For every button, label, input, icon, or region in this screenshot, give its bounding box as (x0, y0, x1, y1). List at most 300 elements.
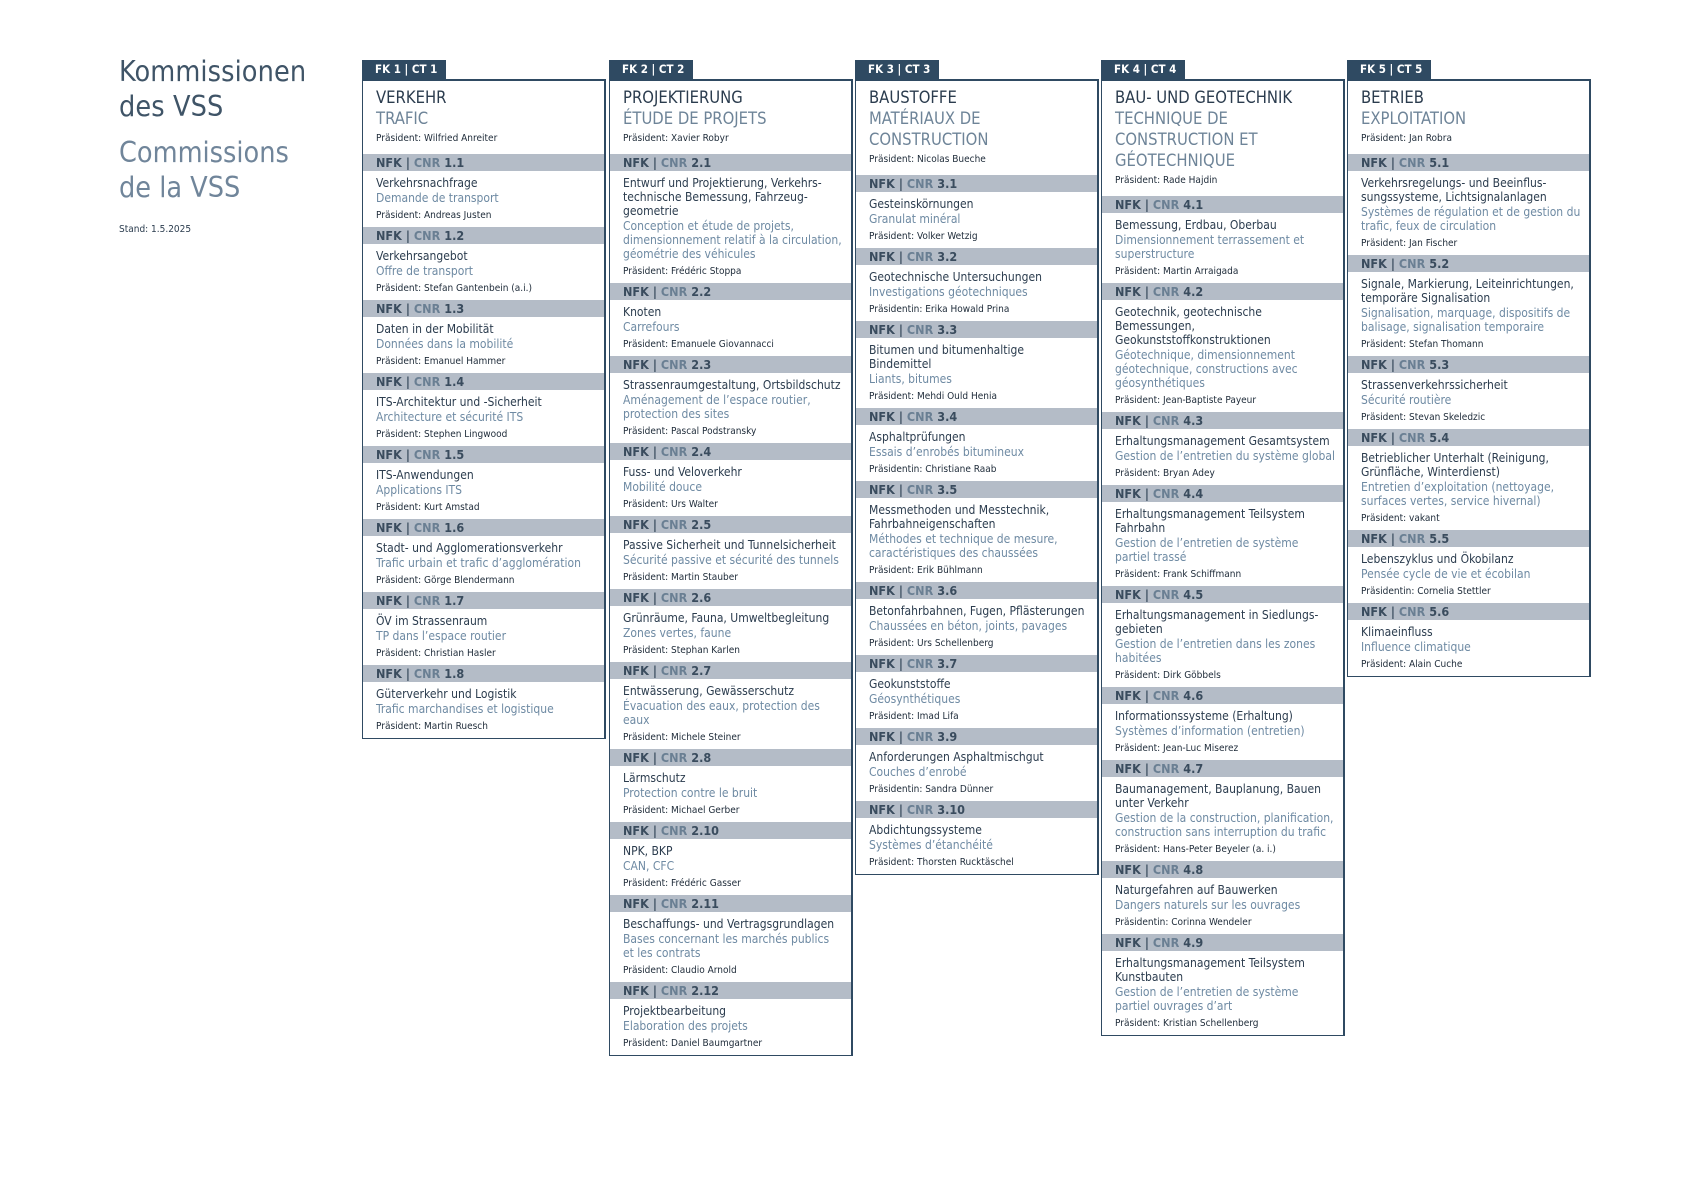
commission-president: Präsident: Bryan Adey (1115, 468, 1215, 479)
commission-name-fr: Gestion de l’entretien du système global (1115, 449, 1335, 463)
commission-name-de: Signale, Markierung, Leiteinrichtungen, temporäre Signalisation (1361, 277, 1574, 305)
commission-president: Präsident: Görge Blendermann (376, 575, 515, 586)
commission-name-de: Baumanagement, Bauplanung, Bauen unter Verkehr (1115, 782, 1321, 810)
column-title-de: VERKEHR (376, 88, 447, 107)
commission-name-fr: Demande de transport (376, 191, 499, 205)
page-title (119, 54, 339, 235)
commission-number: 1.3 (444, 301, 465, 316)
column-box (362, 79, 606, 739)
commission-president: Präsident: Frank Schiffmann (1115, 569, 1242, 580)
commission-number: 2.8 (691, 750, 712, 765)
column-president: Präsident: Rade Hajdin (1115, 175, 1218, 186)
cnr-label: CNR (906, 176, 934, 191)
commission-number: 2.7 (691, 663, 712, 678)
commission-name-de: Strassenraumgestaltung, Ortsbildschutz (623, 378, 841, 392)
cnr-label: CNR (660, 517, 688, 532)
nfk-bar (363, 446, 604, 463)
cnr-label: CNR (906, 409, 934, 424)
commission-item (610, 999, 851, 1055)
commission-name-fr: Systèmes d’étanchéité (869, 838, 993, 852)
cnr-label: CNR (660, 357, 688, 372)
nfk-separator: | (1144, 486, 1149, 501)
column-title-de: PROJEKTIERUNG (623, 88, 743, 107)
cnr-label: CNR (906, 482, 934, 497)
commission-name-de: Passive Sicherheit und Tunnelsicherheit (623, 538, 836, 552)
nfk-separator: | (898, 729, 903, 744)
commission-president: Präsident: Stevan Skeledzic (1361, 412, 1486, 423)
commission-item (1348, 373, 1589, 429)
commission-name-fr: TP dans l’espace routier (376, 629, 507, 643)
nfk-separator: | (1390, 357, 1395, 372)
commission-number: 5.1 (1429, 155, 1450, 170)
commission-item (363, 609, 604, 665)
commission-item (610, 533, 851, 589)
nfk-bar (1348, 530, 1589, 547)
nfk-bar (856, 408, 1097, 425)
commission-item (856, 192, 1097, 248)
column-president: Präsident: Xavier Robyr (623, 133, 729, 144)
nfk-separator: | (898, 802, 903, 817)
commission-name-de: Betrieblicher Unterhalt (Reinigung, Grünfläche, Winterdienst) (1361, 451, 1549, 479)
commission-name-de: Fuss- und Veloverkehr (623, 465, 742, 479)
commission-name-fr: Géotechnique, dimensionnement géotechnique, constructions avec géosynthétiques (1115, 348, 1298, 390)
cnr-label: CNR (413, 228, 441, 243)
commission-column (609, 58, 853, 1056)
nfk-label: NFK (869, 729, 895, 744)
cnr-label: CNR (1398, 256, 1426, 271)
commission-item (610, 606, 851, 662)
commission-number: 4.4 (1183, 486, 1204, 501)
nfk-bar (1102, 760, 1343, 777)
column-header (1348, 81, 1589, 154)
commission-item (1102, 429, 1343, 485)
nfk-separator: | (1390, 155, 1395, 170)
commission-name-fr: Zones vertes, faune (623, 626, 732, 640)
commission-president: Präsident: Jan Fischer (1361, 238, 1458, 249)
nfk-separator: | (405, 593, 410, 608)
nfk-label: NFK (1115, 862, 1141, 877)
commission-number: 4.3 (1183, 413, 1204, 428)
commission-name-fr: Dangers naturels sur les ouvrages (1115, 898, 1301, 912)
commission-president: Präsident: Claudio Arnold (623, 965, 737, 976)
commission-number: 4.6 (1183, 688, 1204, 703)
commission-name-fr: Évacuation des eaux, protection des eaux (623, 699, 820, 727)
cnr-label: CNR (413, 374, 441, 389)
commission-name-fr: Gestion de l’entretien dans les zones habitées (1115, 637, 1316, 665)
column-header (363, 81, 604, 154)
title-fr: Commissions de la VSS (119, 136, 289, 204)
commission-name-de: Geotechnische Untersuchungen (869, 270, 1042, 284)
commission-president: Präsident: Thorsten Rucktäschel (869, 857, 1014, 868)
commission-name-fr: Gestion de la construction, planification, construction sans interruption du trafic (1115, 811, 1334, 839)
commission-name-fr: Couches d’enrobé (869, 765, 967, 779)
commission-item (1348, 620, 1589, 676)
commission-name-de: Betonfahrbahnen, Fugen, Pflästerungen (869, 604, 1085, 618)
commission-name-fr: Granulat minéral (869, 212, 961, 226)
nfk-separator: | (1144, 284, 1149, 299)
nfk-bar (1102, 586, 1343, 603)
commission-name-de: Informationssysteme (Erhaltung) (1115, 709, 1293, 723)
commission-number: 4.5 (1183, 587, 1204, 602)
commission-column (1101, 58, 1345, 1036)
nfk-label: NFK (869, 802, 895, 817)
commission-item (363, 317, 604, 373)
fk-tag: FK 1 | CT 1 (362, 60, 446, 79)
nfk-bar (1348, 255, 1589, 272)
commission-president: Präsident: Imad Lifa (869, 711, 959, 722)
commission-item (856, 338, 1097, 408)
nfk-separator: | (405, 520, 410, 535)
commission-president: Präsident: Kurt Amstad (376, 502, 480, 513)
column-header (1102, 81, 1343, 196)
cnr-label: CNR (906, 583, 934, 598)
column-box (1347, 79, 1591, 677)
commission-name-de: Stadt- und Agglomerationsverkehr (376, 541, 563, 555)
nfk-label: NFK (376, 593, 402, 608)
commission-number: 2.3 (691, 357, 712, 372)
column-president: Präsident: Nicolas Bueche (869, 154, 986, 165)
nfk-separator: | (1390, 256, 1395, 271)
commission-item (1102, 300, 1343, 412)
column-box (609, 79, 853, 1056)
commission-president: Präsidentin: Cornelia Stettler (1361, 586, 1491, 597)
nfk-bar (1102, 412, 1343, 429)
commission-number: 1.6 (444, 520, 465, 535)
cnr-label: CNR (413, 520, 441, 535)
commission-number: 2.5 (691, 517, 712, 532)
cnr-label: CNR (906, 802, 934, 817)
commission-name-de: Daten in der Mobilität (376, 322, 494, 336)
nfk-bar (363, 592, 604, 609)
nfk-label: NFK (1361, 531, 1387, 546)
commission-president: Präsident: vakant (1361, 513, 1440, 524)
commission-item (363, 536, 604, 592)
commission-item (363, 171, 604, 227)
commission-item (1348, 272, 1589, 356)
cnr-label: CNR (1152, 413, 1180, 428)
commission-president: Präsidentin: Sandra Dünner (869, 784, 994, 795)
commission-name-de: Erhaltungsmanagement Teilsystem Fahrbahn (1115, 507, 1305, 535)
column-title-fr: EXPLOITATION (1361, 109, 1467, 128)
commission-item (1102, 603, 1343, 687)
commission-president: Präsident: Hans-Peter Beyeler (a. i.) (1115, 844, 1276, 855)
commission-name-fr: Essais d’enrobés bitumineux (869, 445, 1025, 459)
commission-number: 1.4 (444, 374, 465, 389)
commission-name-de: Bemessung, Erdbau, Oberbau (1115, 218, 1277, 232)
nfk-separator: | (405, 374, 410, 389)
nfk-label: NFK (869, 249, 895, 264)
nfk-separator: | (405, 666, 410, 681)
nfk-label: NFK (869, 656, 895, 671)
nfk-label: NFK (1115, 413, 1141, 428)
column-header (856, 81, 1097, 175)
nfk-bar (610, 356, 851, 373)
cnr-label: CNR (1152, 197, 1180, 212)
nfk-bar (610, 982, 851, 999)
nfk-label: NFK (1361, 430, 1387, 445)
commission-item (856, 599, 1097, 655)
commission-name-fr: Conception et étude de projets, dimensionnement relatif à la circulation, géométrie des véhicules (623, 219, 842, 261)
commission-column (362, 58, 606, 739)
nfk-label: NFK (1115, 587, 1141, 602)
commission-number: 5.3 (1429, 357, 1450, 372)
commission-name-de: ITS-Anwendungen (376, 468, 474, 482)
commission-name-de: Strassenverkehrssicherheit (1361, 378, 1508, 392)
nfk-label: NFK (623, 983, 649, 998)
nfk-separator: | (1144, 413, 1149, 428)
nfk-separator: | (1144, 862, 1149, 877)
commission-name-de: Verkehrsregelungs- und Beeinflus-sungssysteme, Lichtsignalanlagen (1361, 176, 1547, 204)
cnr-label: CNR (413, 155, 441, 170)
commission-name-fr: Bases concernant les marchés publics et les contrats (623, 932, 830, 960)
commission-name-fr: Architecture et sécurité ITS (376, 410, 524, 424)
nfk-label: NFK (1361, 155, 1387, 170)
commission-number: 1.8 (444, 666, 465, 681)
commission-president: Präsident: Frédéric Gasser (623, 878, 741, 889)
commission-number: 4.1 (1183, 197, 1204, 212)
commission-item (363, 390, 604, 446)
commission-name-fr: Protection contre le bruit (623, 786, 758, 800)
nfk-label: NFK (869, 176, 895, 191)
commission-president: Präsident: Frédéric Stoppa (623, 266, 742, 277)
commission-president: Präsident: Stephan Karlen (623, 645, 740, 656)
cnr-label: CNR (1152, 761, 1180, 776)
commission-name-de: ITS-Architektur und -Sicherheit (376, 395, 542, 409)
nfk-separator: | (652, 357, 657, 372)
nfk-bar (1348, 154, 1589, 171)
commission-president: Präsidentin: Christiane Raab (869, 464, 997, 475)
commission-name-de: ÖV im Strassenraum (376, 614, 488, 628)
nfk-label: NFK (1115, 197, 1141, 212)
nfk-separator: | (405, 301, 410, 316)
nfk-label: NFK (1361, 256, 1387, 271)
nfk-label: NFK (376, 228, 402, 243)
commission-president: Präsident: Christian Hasler (376, 648, 496, 659)
commission-name-fr: Géosynthétiques (869, 692, 961, 706)
nfk-bar (363, 373, 604, 390)
commission-president: Präsident: Stephen Lingwood (376, 429, 508, 440)
nfk-label: NFK (869, 409, 895, 424)
commission-name-de: Bitumen und bitumenhaltige Bindemittel (869, 343, 1025, 371)
commission-name-fr: Applications ITS (376, 483, 463, 497)
commission-column (1347, 58, 1591, 677)
commission-name-fr: Entretien d’exploitation (nettoyage, surfaces vertes, service hivernal) (1361, 480, 1555, 508)
fk-tag: FK 3 | CT 3 (855, 60, 939, 79)
nfk-bar (856, 321, 1097, 338)
nfk-separator: | (1144, 935, 1149, 950)
nfk-separator: | (898, 482, 903, 497)
commission-president: Präsidentin: Erika Howald Prina (869, 304, 1010, 315)
commission-item (363, 244, 604, 300)
commission-name-fr: Chaussées en béton, joints, pavages (869, 619, 1068, 633)
cnr-label: CNR (906, 656, 934, 671)
column-title-fr: MATÉRIAUX DE CONSTRUCTION (869, 109, 989, 149)
commission-item (610, 171, 851, 283)
nfk-bar (610, 589, 851, 606)
commission-name-de: Lärmschutz (623, 771, 686, 785)
commission-president: Präsident: Pascal Podstransky (623, 426, 757, 437)
commission-number: 2.11 (691, 896, 719, 911)
commission-name-de: Güterverkehr und Logistik (376, 687, 517, 701)
commission-number: 1.1 (444, 155, 465, 170)
nfk-separator: | (405, 447, 410, 462)
column-president: Präsident: Wilfried Anreiter (376, 133, 498, 144)
commission-president: Präsident: Stefan Thomann (1361, 339, 1484, 350)
commission-item (856, 745, 1097, 801)
nfk-label: NFK (623, 750, 649, 765)
commission-item (1102, 502, 1343, 586)
cnr-label: CNR (1152, 862, 1180, 877)
commission-president: Präsident: Jean-Baptiste Payeur (1115, 395, 1257, 406)
commission-name-fr: Signalisation, marquage, dispositifs de balisage, signalisation temporaire (1361, 306, 1571, 334)
cnr-label: CNR (660, 823, 688, 838)
nfk-separator: | (1144, 587, 1149, 602)
commission-name-de: Grünräume, Fauna, Umweltbegleitung (623, 611, 830, 625)
cnr-label: CNR (1398, 604, 1426, 619)
nfk-label: NFK (376, 374, 402, 389)
commission-number: 5.4 (1429, 430, 1450, 445)
commission-president: Präsidentin: Corinna Wendeler (1115, 917, 1252, 928)
commission-name-de: Abdichtungssysteme (869, 823, 982, 837)
nfk-separator: | (898, 583, 903, 598)
cnr-label: CNR (906, 322, 934, 337)
nfk-label: NFK (623, 823, 649, 838)
nfk-separator: | (1390, 531, 1395, 546)
commission-president: Präsident: Volker Wetzig (869, 231, 978, 242)
commission-name-fr: Gestion de l’entretien de système partiel trassé (1115, 536, 1299, 564)
commission-item (610, 679, 851, 749)
nfk-bar (1102, 196, 1343, 213)
commission-item (363, 682, 604, 738)
commission-number: 2.12 (691, 983, 719, 998)
column-box (855, 79, 1099, 875)
commission-number: 2.4 (691, 444, 712, 459)
commission-president: Präsident: Emanuel Hammer (376, 356, 506, 367)
nfk-separator: | (405, 228, 410, 243)
cnr-label: CNR (660, 983, 688, 998)
nfk-bar (363, 519, 604, 536)
commission-name-de: Entwässerung, Gewässerschutz (623, 684, 794, 698)
commission-name-fr: Elaboration des projets (623, 1019, 748, 1033)
nfk-label: NFK (376, 447, 402, 462)
commission-name-de: Naturgefahren auf Bauwerken (1115, 883, 1278, 897)
nfk-label: NFK (623, 663, 649, 678)
cnr-label: CNR (413, 447, 441, 462)
commission-number: 2.1 (691, 155, 712, 170)
commission-item (1102, 704, 1343, 760)
nfk-label: NFK (1115, 935, 1141, 950)
nfk-separator: | (898, 656, 903, 671)
commission-president: Präsident: Alain Cuche (1361, 659, 1463, 670)
column-header (610, 81, 851, 154)
nfk-bar (610, 749, 851, 766)
commission-item (610, 300, 851, 356)
nfk-bar (856, 481, 1097, 498)
commission-number: 4.2 (1183, 284, 1204, 299)
commission-item (856, 425, 1097, 481)
nfk-bar (610, 662, 851, 679)
commission-name-fr: Gestion de l’entretien de système partiel ouvrages d’art (1115, 985, 1299, 1013)
commission-name-de: Messmethoden und Messtechnik, Fahrbahneigenschaften (869, 503, 1050, 531)
commission-number: 5.6 (1429, 604, 1450, 619)
commission-number: 5.2 (1429, 256, 1450, 271)
commission-president: Präsident: Martin Ruesch (376, 721, 488, 732)
commission-name-fr: Sécurité routière (1361, 393, 1452, 407)
commission-item (610, 373, 851, 443)
nfk-separator: | (1390, 604, 1395, 619)
nfk-bar (856, 248, 1097, 265)
commission-item (856, 498, 1097, 582)
nfk-separator: | (898, 409, 903, 424)
commission-name-de: Geotechnik, geotechnische Bemessungen, Geokunststoffkonstruktionen (1115, 305, 1271, 347)
cnr-label: CNR (1152, 284, 1180, 299)
commission-item (1102, 777, 1343, 861)
nfk-bar (610, 516, 851, 533)
nfk-bar (856, 655, 1097, 672)
commission-name-fr: Investigations géotechniques (869, 285, 1028, 299)
nfk-separator: | (652, 896, 657, 911)
commission-name-fr: Influence climatique (1361, 640, 1471, 654)
cnr-label: CNR (1152, 688, 1180, 703)
commission-name-de: Asphaltprüfungen (869, 430, 966, 444)
nfk-label: NFK (869, 482, 895, 497)
nfk-separator: | (898, 322, 903, 337)
commission-name-de: Klimaeinfluss (1361, 625, 1433, 639)
commission-number: 2.6 (691, 590, 712, 605)
commission-name-fr: Offre de transport (376, 264, 473, 278)
commission-name-fr: Mobilité douce (623, 480, 702, 494)
commission-name-fr: Carrefours (623, 320, 680, 334)
commission-number: 3.3 (937, 322, 958, 337)
commission-item (1102, 951, 1343, 1035)
stand-date: Stand: 1.5.2025 (119, 224, 192, 235)
commission-number: 2.10 (691, 823, 719, 838)
cnr-label: CNR (660, 750, 688, 765)
commission-item (610, 839, 851, 895)
commission-number: 4.7 (1183, 761, 1204, 776)
nfk-separator: | (652, 663, 657, 678)
commission-president: Präsident: Michael Gerber (623, 805, 740, 816)
commission-item (856, 818, 1097, 874)
commission-name-de: Erhaltungsmanagement in Siedlungs-gebieten (1115, 608, 1319, 636)
nfk-label: NFK (1115, 486, 1141, 501)
commission-number: 1.7 (444, 593, 465, 608)
commission-number: 4.8 (1183, 862, 1204, 877)
fk-tag: FK 2 | CT 2 (609, 60, 693, 79)
commission-name-de: Knoten (623, 305, 662, 319)
commission-name-de: Verkehrsnachfrage (376, 176, 478, 190)
nfk-label: NFK (869, 322, 895, 337)
nfk-bar (856, 582, 1097, 599)
nfk-label: NFK (376, 301, 402, 316)
nfk-bar (1102, 687, 1343, 704)
nfk-bar (1102, 283, 1343, 300)
cnr-label: CNR (1152, 587, 1180, 602)
commission-president: Präsident: Stefan Gantenbein (a.i.) (376, 283, 533, 294)
commission-number: 3.7 (937, 656, 958, 671)
commission-item (610, 766, 851, 822)
commission-item (856, 672, 1097, 728)
commission-president: Präsident: Daniel Baumgartner (623, 1038, 763, 1049)
commission-name-de: Anforderungen Asphaltmischgut (869, 750, 1044, 764)
cnr-label: CNR (660, 155, 688, 170)
commission-number: 3.5 (937, 482, 958, 497)
commission-number: 2.2 (691, 284, 712, 299)
commission-number: 1.2 (444, 228, 465, 243)
nfk-bar (610, 283, 851, 300)
commission-name-fr: Méthodes et technique de mesure, caractéristiques des chaussées (869, 532, 1058, 560)
commission-item (1348, 547, 1589, 603)
